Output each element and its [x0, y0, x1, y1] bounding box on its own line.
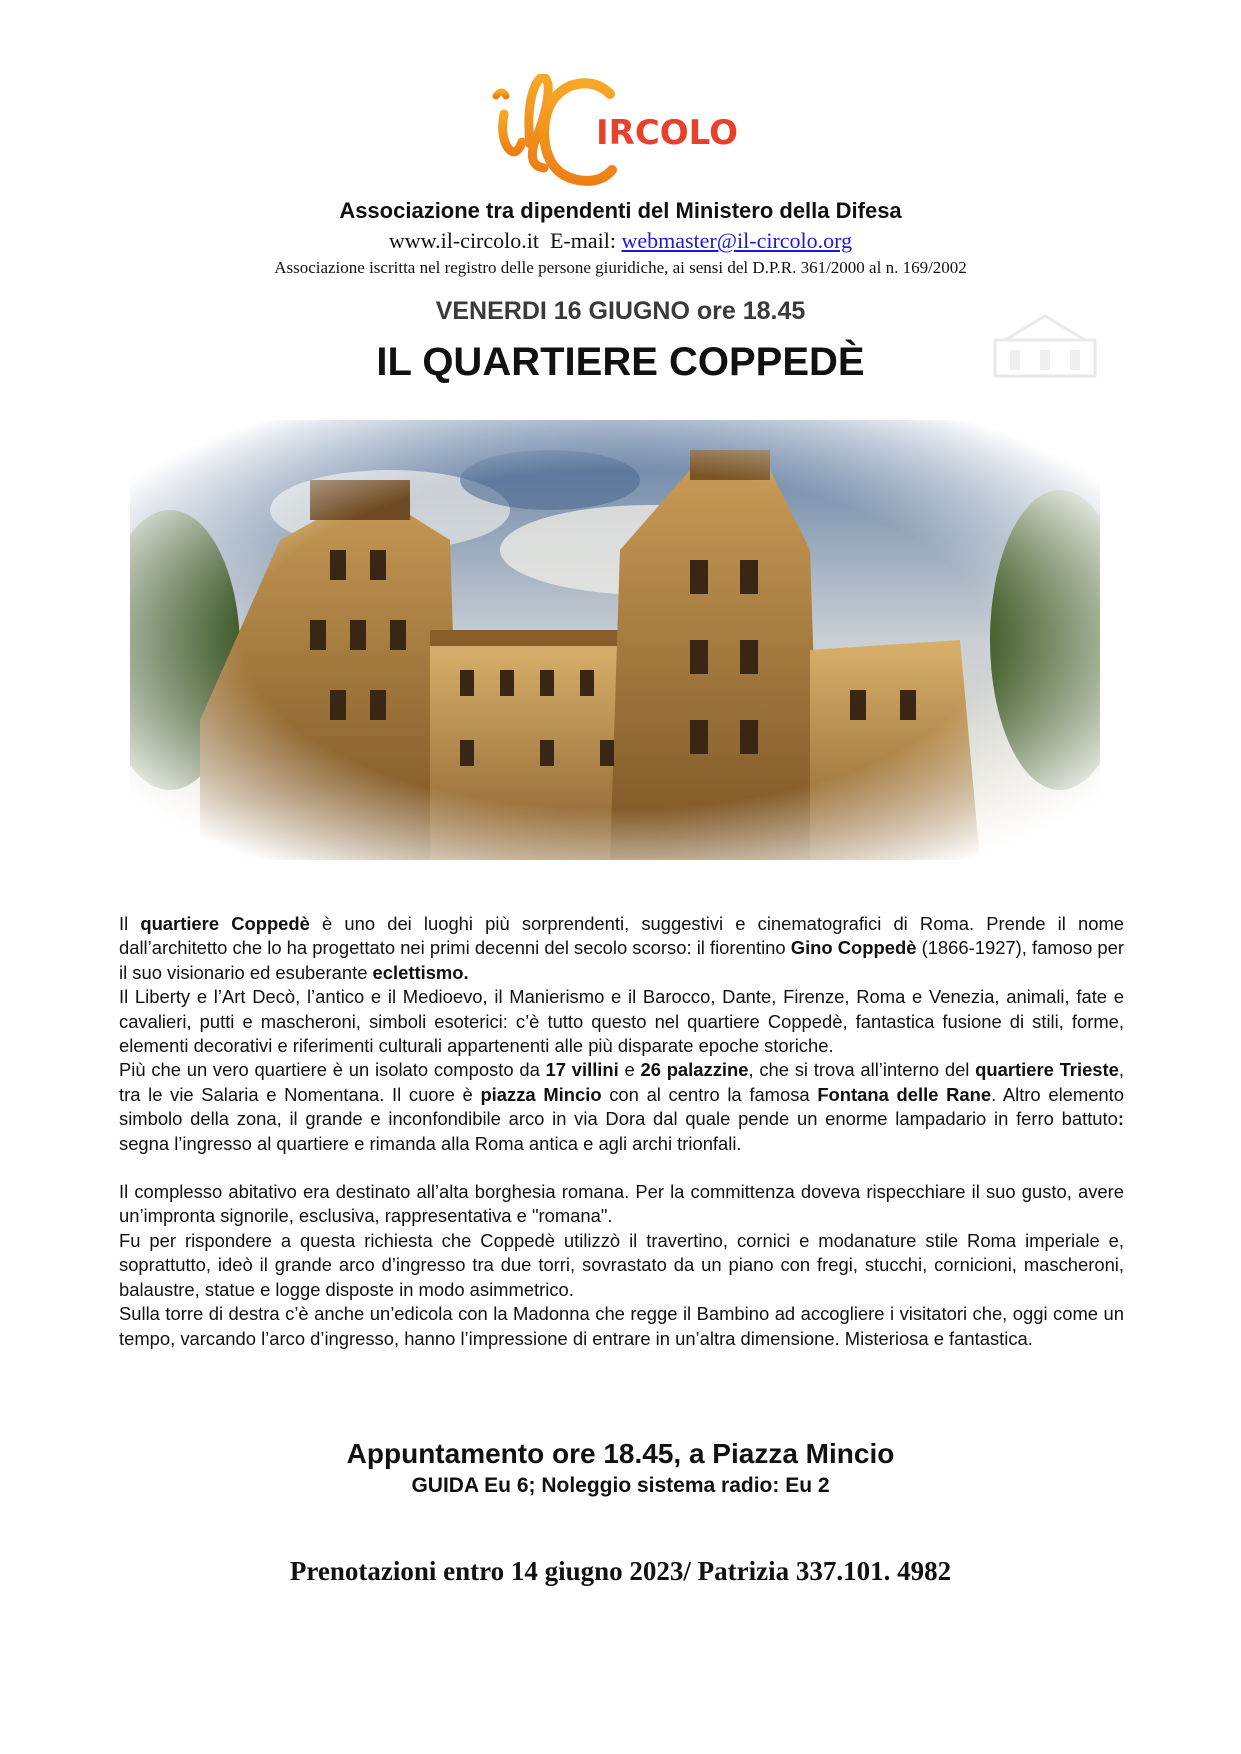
paragraph-madonna: Sulla torre di destra c’è anche un’edicola con la Madonna che regge il Bambino ad accogliere i visitatori che, oggi come un tempo, varcando l’arco d’ingresso, hanno l’impressione di entrare in un’altra dimensione. Misteriosa e fantastica.: [119, 1303, 1124, 1349]
event-date: VENERDI 16 GIUGNO ore 18.45: [435, 297, 806, 325]
contact-line: [0, 228, 1241, 254]
guide-price: GUIDA Eu 6; Noleggio sistema radio: Eu 2: [411, 1474, 830, 1497]
email-link[interactable]: webmaster@il-circolo.org: [621, 228, 853, 253]
paragraph-bourgeoisie: Il complesso abitativo era destinato all’alta borghesia romana. Per la committenza doveva rispecchiare il suo gusto, avere un’impronta signorile, esclusiva, rappresentativa e "romana".: [119, 1181, 1124, 1227]
paragraph-design: Fu per rispondere a questa richiesta che Coppedè utilizzò il travertino, cornici e modanature stile Roma imperiale e, soprattutto, ideò il grande arco d’ingresso tra due torri, sovrastato da un piano con fregi, stucchi, cornicioni, mascheroni, balaustre, statue e logge disposte in modo asimmetrico.: [119, 1229, 1124, 1300]
registration-note: Associazione iscritta nel registro delle persone giuridiche, ai sensi del D.P.R. 361/2000 al n. 169/2002: [274, 258, 967, 277]
booking-info: Prenotazioni entro 14 giugno 2023/ Patrizia 337.101. 4982: [289, 1556, 952, 1586]
paragraph-location: Più che un vero quartiere è un isolato composto da 17 villini e 26 palazzine, che si trova all’interno del quartiere Trieste, tra le vie Salaria e Nomentana. Il cuore è piazza Mincio con al centro la famosa Fontana delle Rane. Altro elemento simbolo della zona, il grande e inconfondibile arco in via Dora dal quale pende un enorme lampadario in ferro battuto: segna l’ingresso al quartiere e rimanda alla Roma antica e agli archi trionfali.: [119, 1059, 1125, 1154]
association-name: Associazione tra dipendenti del Ministero della Difesa: [339, 198, 902, 223]
email-label: E-mail:: [549, 228, 616, 253]
website-link[interactable]: www.il-circolo.it: [388, 228, 539, 253]
event-title: IL QUARTIERE COPPEDÈ: [376, 340, 865, 384]
logo-text: IRCOLO: [596, 113, 739, 153]
coppede-photo: [130, 420, 1100, 860]
appointment-info: Appuntamento ore 18.45, a Piazza Mincio: [346, 1438, 895, 1469]
il-circolo-logo: [486, 74, 766, 192]
paragraph-styles: Il Liberty e l’Art Decò, l’antico e il Medioevo, il Manierismo e il Barocco, Dante, Firenze, Roma e Venezia, animali, fate e cavalieri, putti e mascheroni, simboli esoterici: c’è tutto questo nel quartiere Coppedè, fantastica fusione di stili, forme, elementi decorativi e riferimenti culturali appartenenti alle più disparate epoche storiche.: [119, 986, 1124, 1057]
description-text: [119, 912, 1124, 1351]
paragraph-intro: Il quartiere Coppedè è uno dei luoghi più sorprendenti, suggestivi e cinematografici di Roma. Prende il nome dall’architetto che lo ha progettato nei primi decenni del secolo scorso: il fiorentino Gino Coppedè (1866-1927), famoso per il suo visionario ed esuberante eclettismo.: [119, 913, 1125, 983]
building-watermark-icon: [985, 310, 1105, 380]
